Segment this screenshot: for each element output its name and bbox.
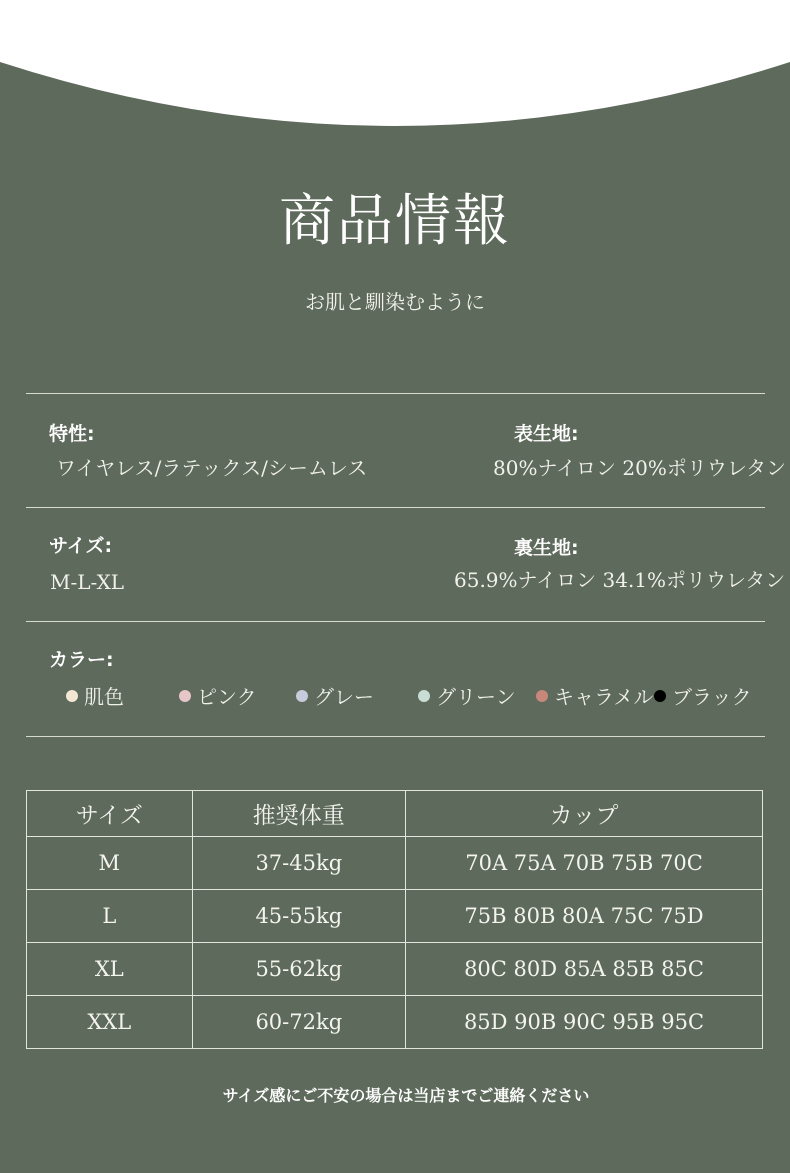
color-name: グレー — [314, 685, 374, 709]
color-dot-icon — [418, 690, 430, 702]
divider — [26, 507, 765, 508]
color-dot-icon — [296, 690, 308, 702]
table-cell: 85D 90B 90C 95B 95C — [406, 996, 763, 1049]
table-cell: 60-72kg — [192, 996, 405, 1049]
color-name: ピンク — [197, 685, 257, 709]
table-row — [27, 890, 763, 943]
color-swatch — [66, 684, 124, 710]
table-cell: 37-45kg — [192, 837, 405, 890]
size-table — [26, 790, 763, 1049]
table-cell: 45-55kg — [192, 890, 405, 943]
color-dot-icon — [536, 690, 548, 702]
table-cell: 80C 80D 85A 85B 85C — [406, 943, 763, 996]
color-name: キャラメル — [554, 685, 654, 709]
page-title: 商品情報 — [279, 189, 511, 254]
top-white-curve — [0, 0, 790, 130]
color-name: グリーン — [436, 685, 516, 709]
divider — [26, 621, 765, 622]
table-cell: L — [27, 890, 193, 943]
size-value: M-L-XL — [50, 570, 125, 594]
inner-fabric-value: 65.9%ナイロン 34.1%ポリウレタン — [454, 568, 786, 592]
table-cell: 55-62kg — [192, 943, 405, 996]
color-swatch — [654, 684, 752, 710]
table-header-cell: カップ — [406, 791, 763, 837]
color-label: カラー: — [49, 649, 114, 671]
color-dot-icon — [654, 690, 666, 702]
color-swatch — [179, 684, 257, 710]
color-name: ブラック — [672, 685, 752, 709]
contact-note: サイズ感にご不安の場合は当店までご連絡ください — [222, 1086, 590, 1105]
table-row — [27, 996, 763, 1049]
divider — [26, 393, 765, 394]
inner-fabric-label: 裏生地: — [514, 537, 579, 559]
color-swatch — [418, 684, 516, 710]
feature-label: 特性: — [49, 423, 95, 445]
color-list — [62, 684, 762, 710]
color-dot-icon — [66, 690, 78, 702]
color-swatch — [296, 684, 374, 710]
color-name: 肌色 — [84, 685, 124, 709]
page-subtitle: お肌と馴染むように — [305, 290, 485, 314]
table-header-cell: 推奨体重 — [192, 791, 405, 837]
feature-value: ワイヤレス/ラテックス/シームレス — [56, 456, 368, 480]
table-cell: XXL — [27, 996, 193, 1049]
table-cell: M — [27, 837, 193, 890]
table-header-cell: サイズ — [27, 791, 193, 837]
color-dot-icon — [179, 690, 191, 702]
size-label: サイズ: — [49, 535, 113, 557]
table-cell: 75B 80B 80A 75C 75D — [406, 890, 763, 943]
table-header-row — [27, 791, 763, 837]
divider — [26, 736, 765, 737]
outer-fabric-label: 表生地: — [514, 423, 579, 445]
outer-fabric-value: 80%ナイロン 20%ポリウレタン — [493, 456, 787, 480]
table-cell: XL — [27, 943, 193, 996]
color-swatch — [536, 684, 653, 710]
table-row — [27, 943, 763, 996]
table-cell: 70A 75A 70B 75B 70C — [406, 837, 763, 890]
table-row — [27, 837, 763, 890]
